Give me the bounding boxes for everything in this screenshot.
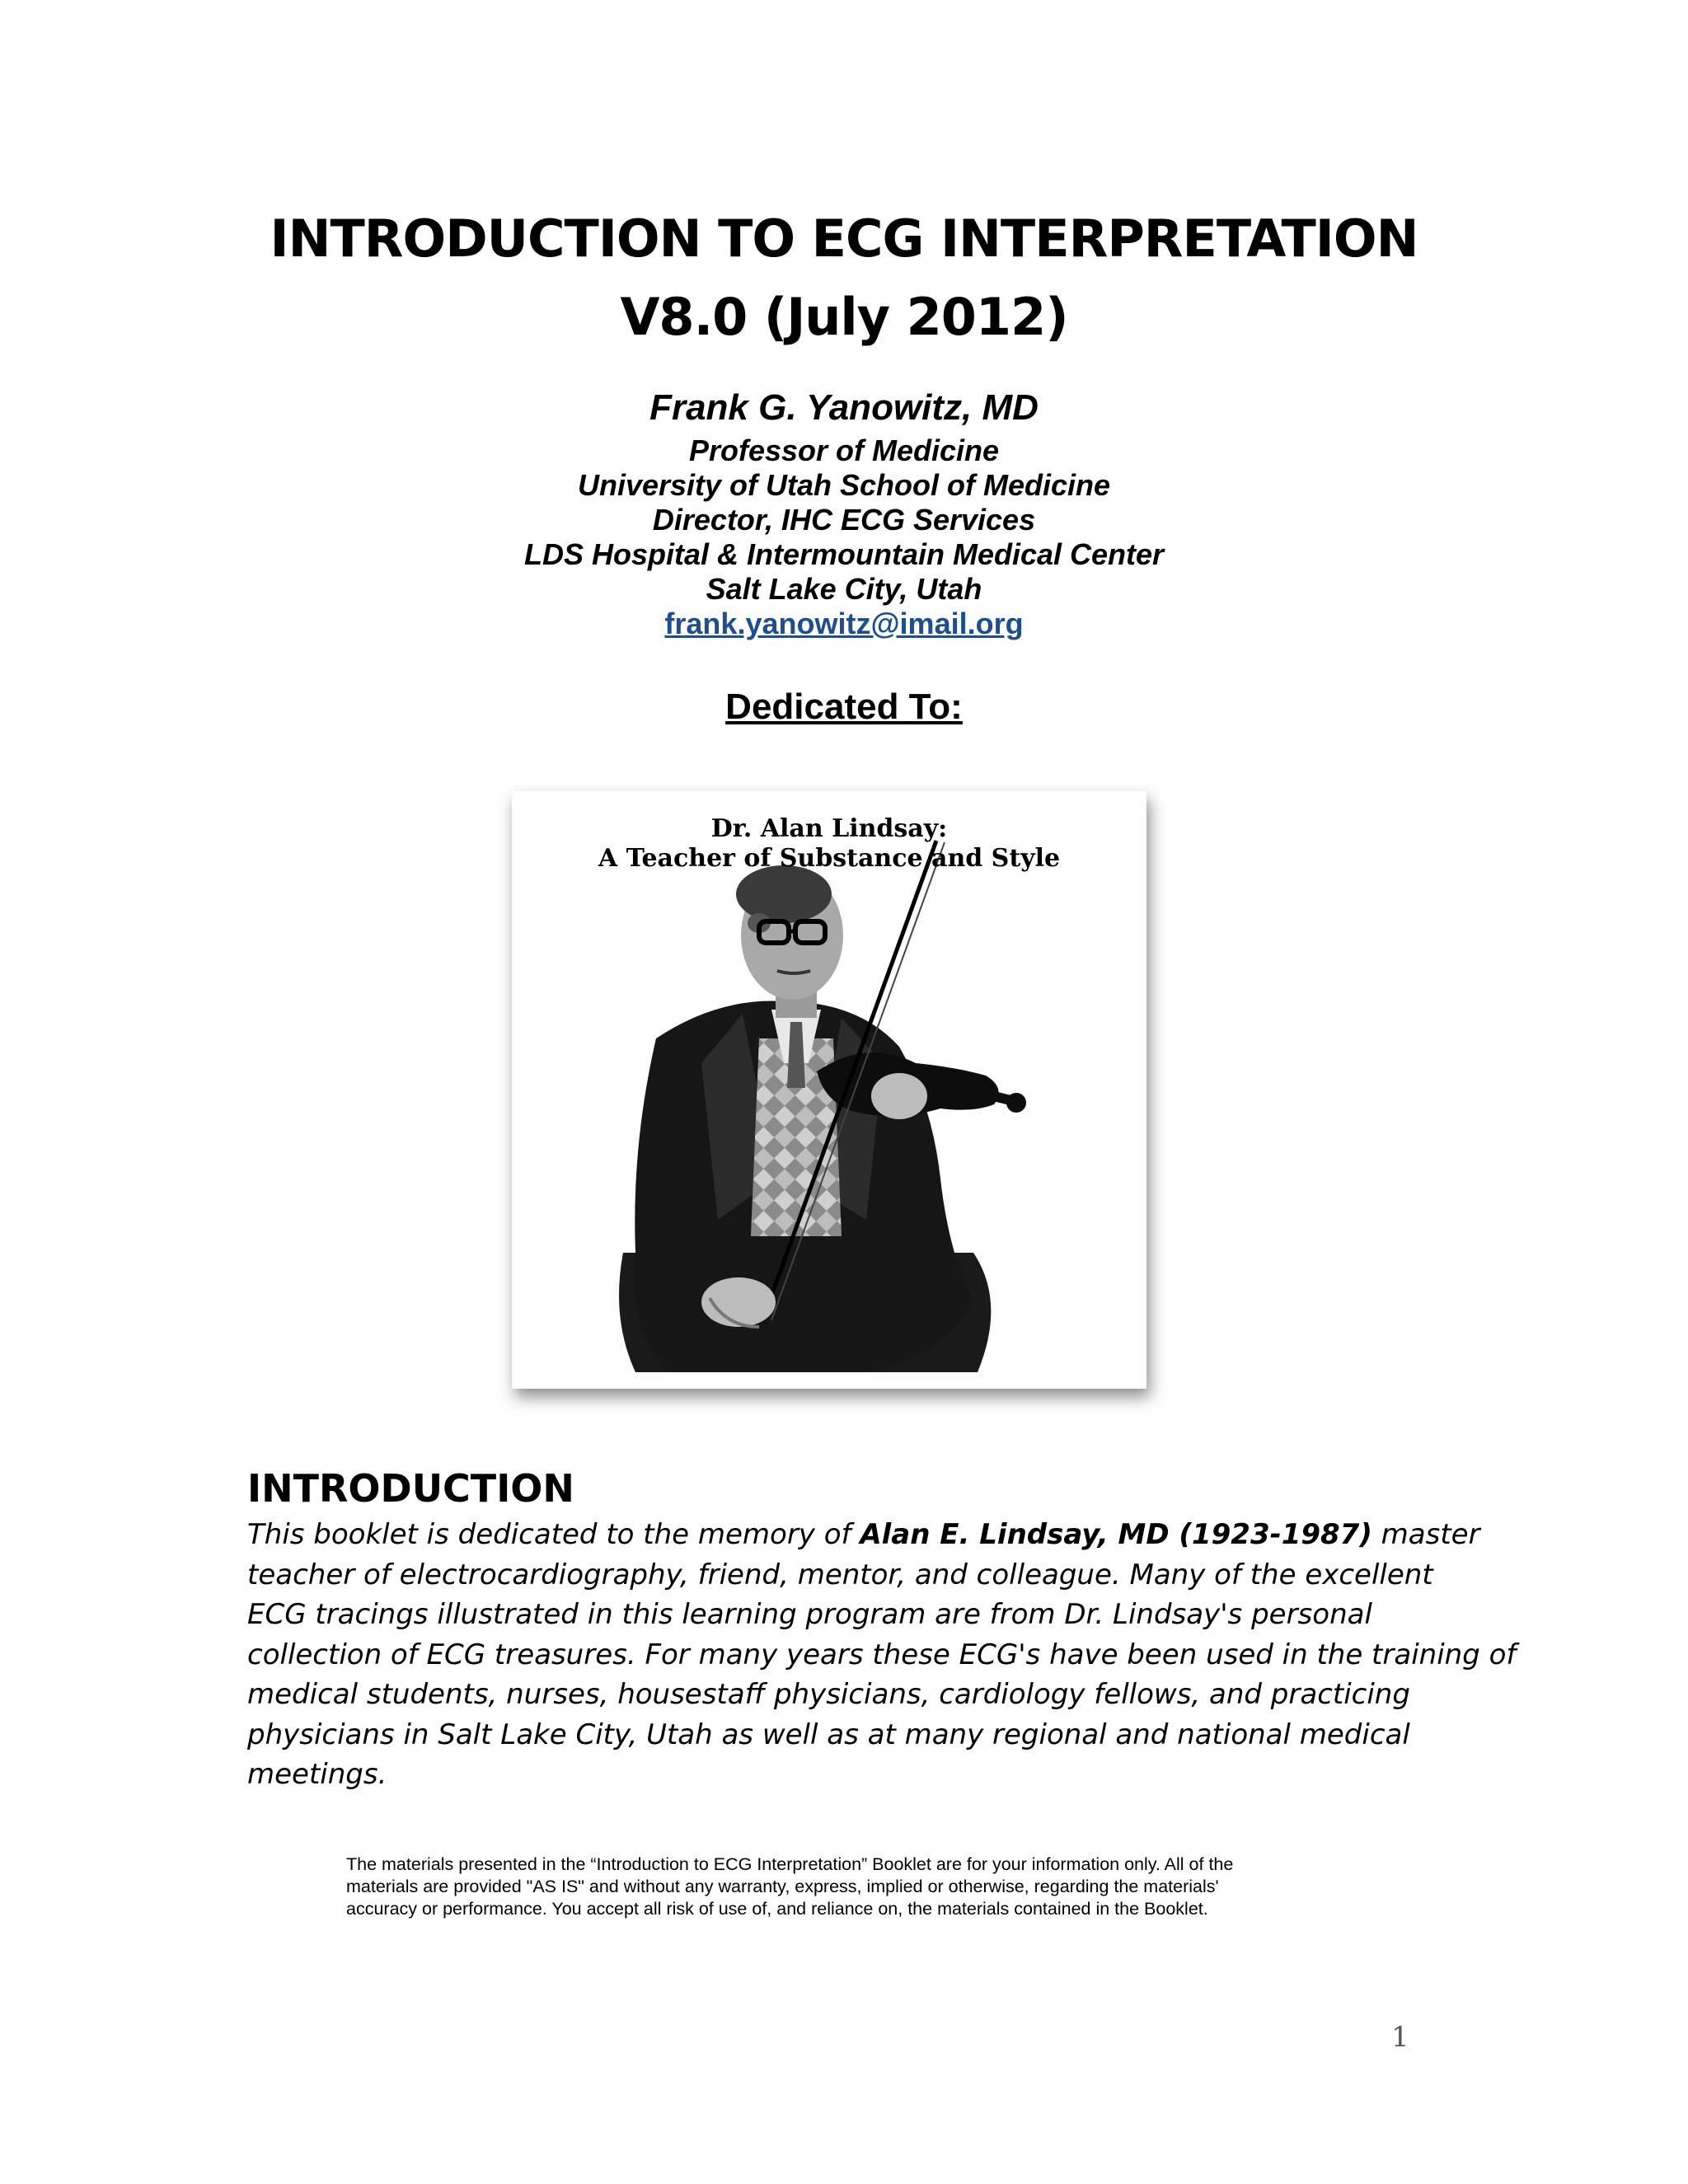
author-affiliation: Professor of Medicine bbox=[688, 434, 1000, 467]
paragraph-line: physicians in Salt Lake City, Utah as well as at many regional and national medical bbox=[247, 1718, 1410, 1751]
author-affiliation: LDS Hospital & Intermountain Medical Center bbox=[523, 537, 1165, 571]
author-email-link[interactable]: frank.yanowitz@imail.org bbox=[664, 607, 1024, 640]
disclaimer-line: materials are provided "AS IS" and without any warranty, express, implied or otherwise, regarding the materials' bbox=[346, 1877, 1219, 1896]
disclaimer-line: accuracy or performance. You accept all risk of use of, and reliance on, the materials contained in the Booklet. bbox=[346, 1899, 1208, 1919]
paragraph-line: collection of ECG treasures. For many years these ECG's have been used in the training of bbox=[247, 1638, 1517, 1671]
paragraph-line: ECG tracings illustrated in this learning program are from Dr. Lindsay's personal bbox=[247, 1598, 1372, 1631]
document-version: V8.0 (July 2012) bbox=[620, 287, 1068, 347]
introduction-paragraph bbox=[247, 1515, 1517, 1795]
photo-caption-line: A Teacher of Substance and Style bbox=[598, 844, 1061, 873]
paragraph-line: meetings. bbox=[247, 1758, 387, 1791]
author-name: Frank G. Yanowitz, MD bbox=[649, 387, 1039, 428]
page-number: 1 bbox=[1391, 2021, 1409, 2054]
dedicated-heading: Dedicated To: bbox=[725, 687, 963, 727]
dedicatee-name: Alan E. Lindsay, MD (1923-1987) bbox=[860, 1518, 1372, 1551]
paragraph-line: teacher of electrocardiography, friend, mentor, and colleague. Many of the excellent bbox=[247, 1558, 1433, 1591]
photo-caption bbox=[512, 814, 1146, 874]
author-affiliation: Salt Lake City, Utah bbox=[706, 572, 982, 606]
violinist-portrait-image bbox=[512, 791, 1146, 1389]
document-title: INTRODUCTION TO ECG INTERPRETATION bbox=[270, 209, 1418, 269]
author-affiliation: Director, IHC ECG Services bbox=[652, 503, 1036, 537]
photo-caption-line: Dr. Alan Lindsay: bbox=[710, 814, 948, 843]
author-affiliation: University of Utah School of Medicine bbox=[577, 468, 1111, 502]
disclaimer-line: The materials presented in the “Introduction to ECG Interpretation” Booklet are for your information only. All of the bbox=[346, 1854, 1234, 1874]
paragraph-line: medical students, nurses, housestaff physicians, cardiology fellows, and practicing bbox=[247, 1678, 1410, 1711]
disclaimer bbox=[346, 1854, 1418, 1920]
author-email-container bbox=[0, 607, 1688, 641]
dedication-photo bbox=[512, 791, 1146, 1389]
section-heading: INTRODUCTION bbox=[247, 1466, 574, 1511]
paragraph-line: This booklet is dedicated to the memory of Alan E. Lindsay, MD (1923-1987) master bbox=[247, 1518, 1480, 1551]
